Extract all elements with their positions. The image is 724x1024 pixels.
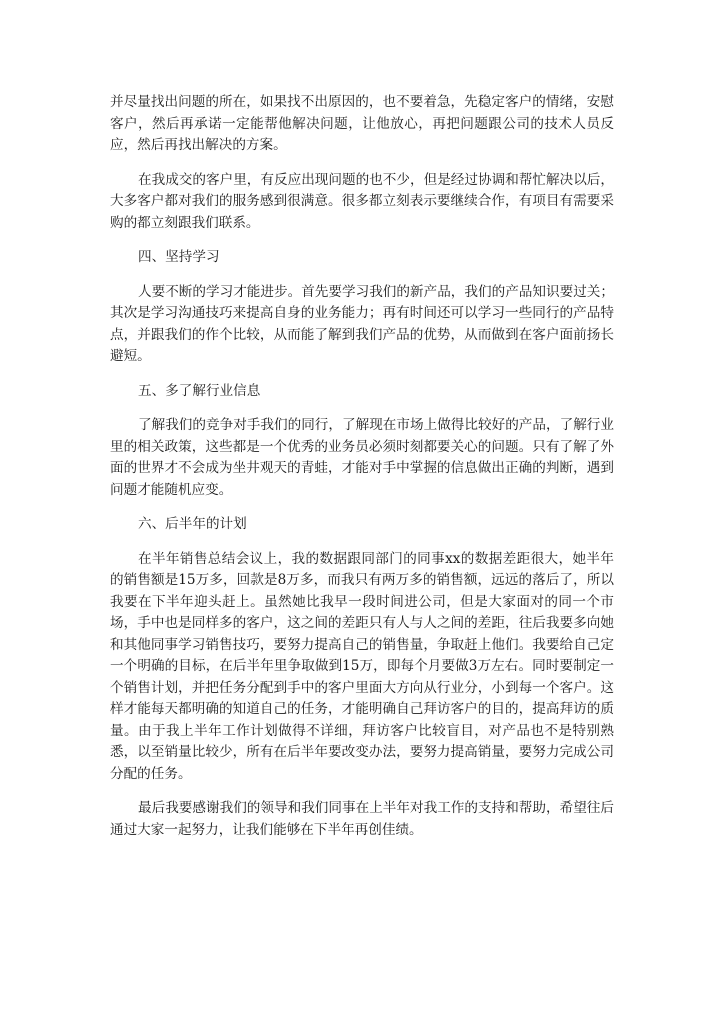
paragraph-second-half-plan: 在半年销售总结会议上，我的数据跟同部门的同事xx的数据差距很大，她半年的销售额是15万多，回款是8万多，而我只有两万多的销售额，远远的落后了，所以我要在下半年迎头赶上。虽然她比我早一段时间进公司，但是大家面对的同一个市场，手中也是同样多的客户，这之间的差距只有人与人之间的差距，往后我要多向她和其他同事学习销售技巧，要努力提高自己的销售量，争取赶上他们。我要给自己定一个明确的目标，在后半年里争取做到15万，即每个月要做3万左右。同时要制定一个销售计划，并把任务分配到手中的客户里面大方向从行业分，小到每一个客户。这样才能每天都明确的知道自己的任务，才能明确自己拜访客户的目的，提高拜访的质量。由于我上半年工作计划做得不详细，拜访客户比较盲目，对产品也不是特别熟悉，以至销量比较少，所有在后半年要改变办法，要努力提高销量，要努力完成公司分配的任务。	[110, 550, 614, 782]
paragraph-industry-info: 了解我们的竞争对手我们的同行，了解现在市场上做得比较好的产品，了解行业里的相关政策，这些都是一个优秀的业务员必须时刻都要关心的问题。只有了解了外面的世界才不会成为坐井观天的青蛙，才能对手中掌握的信息做出正确的判断，遇到问题才能随机应变。	[110, 417, 614, 498]
paragraph-gap	[110, 234, 614, 247]
paragraph-gap	[110, 368, 614, 381]
section-heading-second-half-plan: 六、后半年的计划	[138, 516, 247, 532]
paragraph-closing-thanks: 最后我要感谢我们的领导和我们同事在上半年对我工作的支持和帮助，希望往后通过大家一起努力，让我们能够在下半年再创佳绩。	[110, 800, 614, 838]
section-heading-learning: 四、坚持学习	[138, 249, 220, 265]
paragraph-problem-handling: 并尽量找出问题的所在，如果找不出原因的，也不要着急，先稳定客户的情绪，安慰客户，然后再承诺一定能帮他解决问题，让他放心，再把问题跟公司的技术人员反应，然后再找出解决的方案。	[110, 94, 614, 153]
paragraph-gap	[110, 157, 614, 170]
paragraph-learning: 人要不断的学习才能进步。首先要学习我们的新产品，我们的产品知识要过关；其次是学习沟通技巧来提高自身的业务能力；再有时间还可以学习一些同行的产品特点，并跟我们的作个比较，从而能了解到我们产品的优势，从而做到在客户面前扬长避短。	[110, 283, 614, 364]
paragraph-gap	[110, 501, 614, 514]
paragraph-gap	[110, 402, 614, 415]
section-heading-industry-info: 五、多了解行业信息	[138, 382, 261, 399]
paragraph-customer-satisfaction: 在我成交的客户里，有反应出现问题的也不少，但是经过协调和帮忙解决以后，大多客户都对我们的服务感到很满意。很多都立刻表示要继续合作，有项目有需要采购的都立刻跟我们联系。	[110, 171, 614, 231]
paragraph-gap	[110, 269, 614, 282]
document-page	[110, 92, 614, 841]
paragraph-gap	[110, 536, 614, 549]
paragraph-gap	[110, 785, 614, 798]
